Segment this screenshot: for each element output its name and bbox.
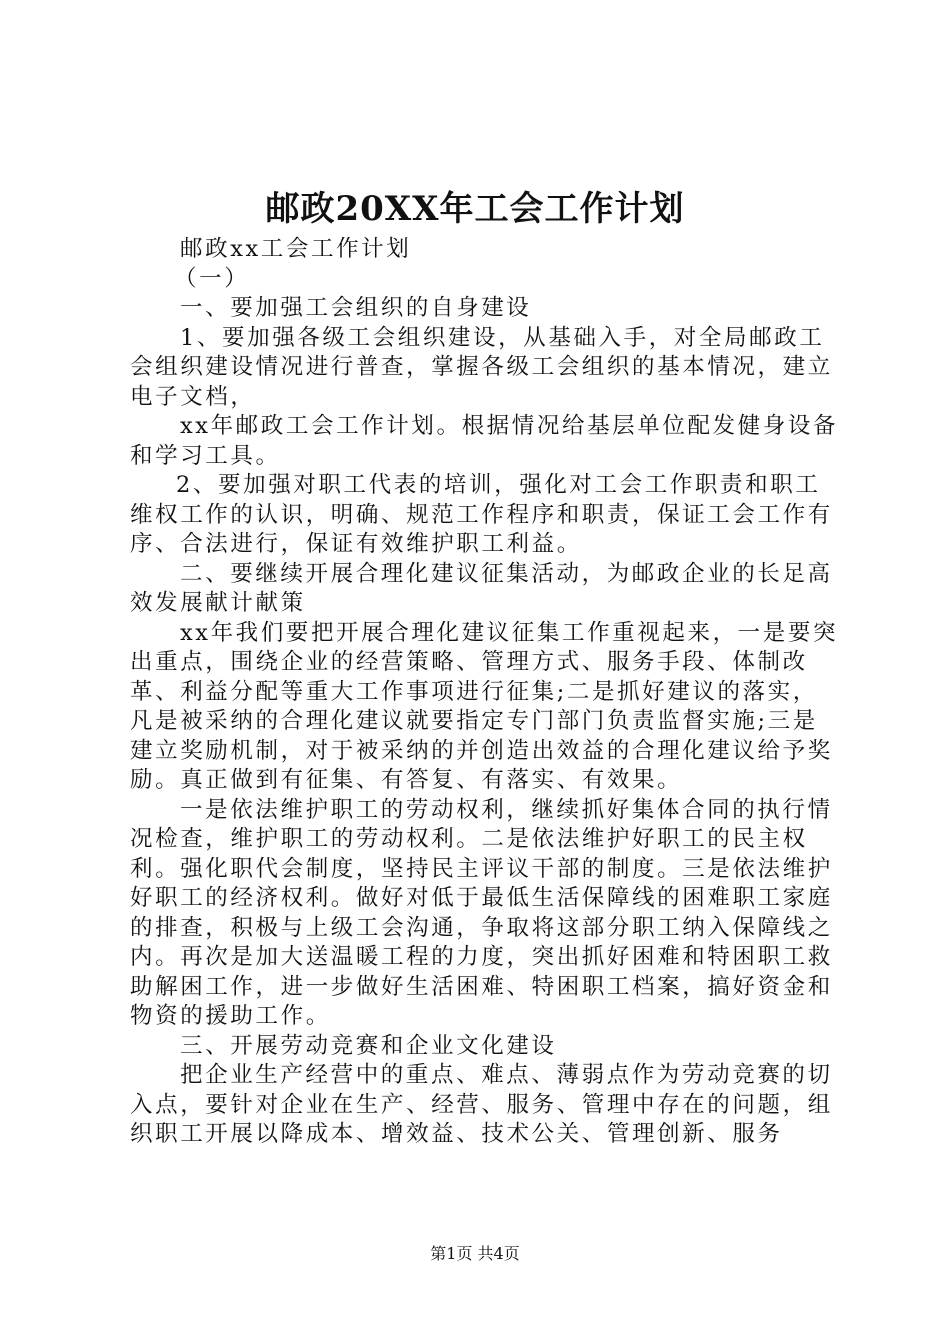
document-body (130, 235, 842, 1150)
section-heading: 一、要加强工会组织的自身建设 (180, 295, 532, 321)
section-heading: 三、开展劳动竞赛和企业文化建设 (180, 1032, 557, 1059)
paragraph: 1、要加强各级工会组织建设，从基础入手，对全局邮政工会组织建设情况进行普查，掌握各级工会组织的基本情况，建立电子文档， (130, 324, 833, 410)
paragraph: 把企业生产经营中的重点、难点、薄弱点作为劳动竞赛的切入点，要针对企业在生产、经营、服务、管理中存在的问题，组织职工开展以降成本、增效益、技术公关、管理创新、服务 (130, 1062, 833, 1147)
paragraph: 一是依法维护职工的劳动权利，继续抓好集体合同的执行情况检查，维护职工的劳动权利。二是依法维护好职工的民主权利。强化职代会制度，坚持民主评议干部的制度。三是依法维护好职工的经济权利。做好对低于最低生活保障线的困难职工家庭的排查，积极与上级工会沟通，争取将这部分职工纳入保障线之内。再次是加大送温暖工程的力度，突出抓好困难和特困职工救助解困工作，进一步做好生活困难、特困职工档案，搞好资金和物资的援助工作。 (130, 796, 833, 1029)
paragraph: 2、要加强对职工代表的培训，强化对工会工作职责和职工维权工作的认识，明确、规范工作程序和职责，保证工会工作有序、合法进行，保证有效维护职工利益。 (130, 472, 833, 557)
page-footer: 第1页 共4页 (430, 1244, 520, 1263)
paragraph: （一） (174, 265, 250, 292)
paragraph: xx年邮政工会工作计划。根据情况给基层单位配发健身设备和学习工具。 (130, 413, 839, 469)
section-heading: 二、要继续开展合理化建议征集活动，为邮政企业的长足高效发展献计献策 (130, 560, 833, 616)
document-title: 邮政20XX年工会工作计划 (265, 189, 685, 229)
paragraph: xx年我们要把开展合理化建议征集工作重视起来，一是要突出重点，围绕企业的经营策略、管理方式、服务手段、体制改革、利益分配等重大工作事项进行征集;二是抓好建议的落实，凡是被采纳的合理化建议就要指定专门部门负责监督实施;三是建立奖励机制，对于被采纳的并创造出效益的合理化建议给予奖励。真正做到有征集、有答复、有落实、有效果。 (130, 619, 839, 793)
paragraph: 邮政xx工会工作计划 (180, 236, 412, 262)
